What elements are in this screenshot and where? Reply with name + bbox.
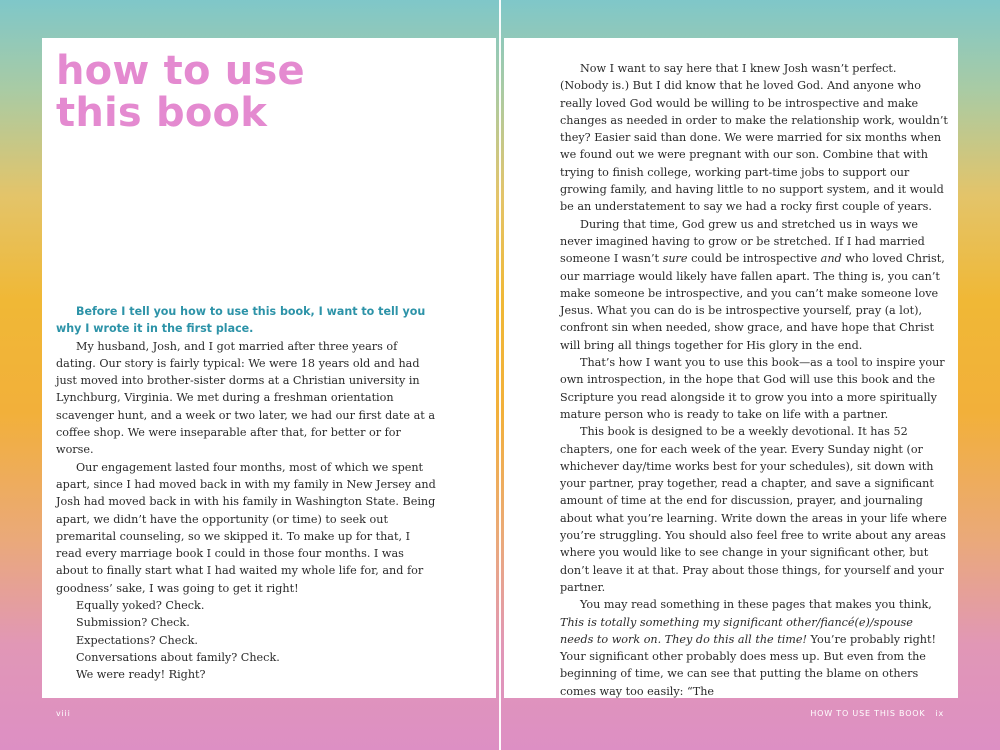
lead-paragraph: Before I tell you how to use this book, I want to tell you why I wrote it in the first place. xyxy=(56,305,426,336)
list-item: Submission? Check. xyxy=(76,616,190,630)
paragraph-2-emphasis-1: sure xyxy=(662,252,688,266)
paragraph-5 xyxy=(560,596,948,700)
list-item: Equally yoked? Check. xyxy=(76,599,205,613)
list-item: Conversations about family? Check. xyxy=(76,650,280,664)
left-page-number: viii xyxy=(56,709,71,718)
paragraph-2-emphasis-2: and xyxy=(820,252,842,266)
paragraph-5-text-b: You’re probably right! Your significant other probably does mess up. But even from the beginning of time, we can see that putting the blame on others comes way too easily: “The xyxy=(560,632,936,698)
paragraph-2-text-c: who loved Christ, our marriage would likely have fallen apart. The thing is, you can’t make someone be introspective, and you can’t make someone love Jesus. What you can do is be introspective yourself, pray (a lot), confront sin when needed, show grace, and have hope that Christ will bring all things together for His glory in the end. xyxy=(560,252,945,352)
paragraph-5-text-a: You may read something in these pages that makes you think, xyxy=(580,598,932,612)
paragraph-1: My husband, Josh, and I got married after three years of dating. Our story is fairly typical: We were 18 years old and had just moved into brother-sister dorms at a Christian university in Lynchburg, Virginia. We met during a freshman orientation scavenger hunt, and a week or two later, we had our first date at a coffee shop. We were inseparable after that, for better or for worse. xyxy=(56,339,435,457)
paragraph-5-emphasis: This is totally something my significant other/fiancé(e)/spouse needs to work on. They do this all the time! xyxy=(560,615,913,646)
paragraph-1: Now I want to say here that I knew Josh wasn’t perfect. (Nobody is.) But I did know that he loved God. And anyone who really loved God would be willing to be introspective and make changes as needed in order to make the relationship work, wouldn’t they? Easier said than done. We were married for six months when we found out we were pregnant with our son. Combine that with trying to finish college, working part-time jobs to support our growing family, and having little to no support system, and it would be an understatement to say we had a rocky first couple of years. xyxy=(560,62,948,214)
paragraph-2 xyxy=(560,216,948,354)
title-line-1: how to use xyxy=(56,48,305,94)
paragraph-3: That’s how I want you to use this book—as a tool to inspire your own introspection, in the hope that God will use this book and the Scripture you read alongside it to grow you into a more spiritually mature person who is ready to take on life with a partner. xyxy=(560,356,945,421)
paragraph-2-text-a: During that time, God grew us and stretched us in ways we never imagined having to grow or be stretched. If I had married someone I wasn’t xyxy=(560,217,925,266)
right-page-footer xyxy=(810,709,944,718)
paragraph-2: Our engagement lasted four months, most of which we spent apart, since I had moved back in with my family in New Jersey and Josh had moved back in with his family in Washington State. Being apart, we didn’t have the opportunity (or time) to seek out premarital counseling, so we skipped it. To make up for that, I read every marriage book I could in those four months. I was about to finally start what I had waited my whole life for, and for goodness’ sake, I was going to get it right! xyxy=(56,460,436,595)
book-gutter xyxy=(499,0,501,750)
right-page-number: ix xyxy=(935,709,944,718)
running-head: HOW TO USE THIS BOOK xyxy=(810,709,926,718)
paragraph-2-text-b: could be introspective xyxy=(687,252,821,266)
left-body-text xyxy=(56,303,436,684)
chapter-title xyxy=(56,50,305,134)
right-body-text xyxy=(560,60,948,700)
list-item: Expectations? Check. xyxy=(76,633,198,647)
title-line-2: this book xyxy=(56,90,268,136)
left-page xyxy=(42,38,496,718)
right-page xyxy=(504,38,958,718)
paragraph-4: This book is designed to be a weekly devotional. It has 52 chapters, one for each week of the year. Every Sunday night (or whichever day/time works best for your schedules), sit down with your partner, pray together, read a chapter, and save a significant amount of time at the end for discussion, prayer, and journaling about what you’re learning. Write down the areas in your life where you’re struggling. You should also feel free to write about any areas where you would like to see change in your significant other, but don’t leave it at that. Pray about those things, for yourself and your partner. xyxy=(560,425,947,594)
list-item: We were ready! Right? xyxy=(76,668,206,682)
